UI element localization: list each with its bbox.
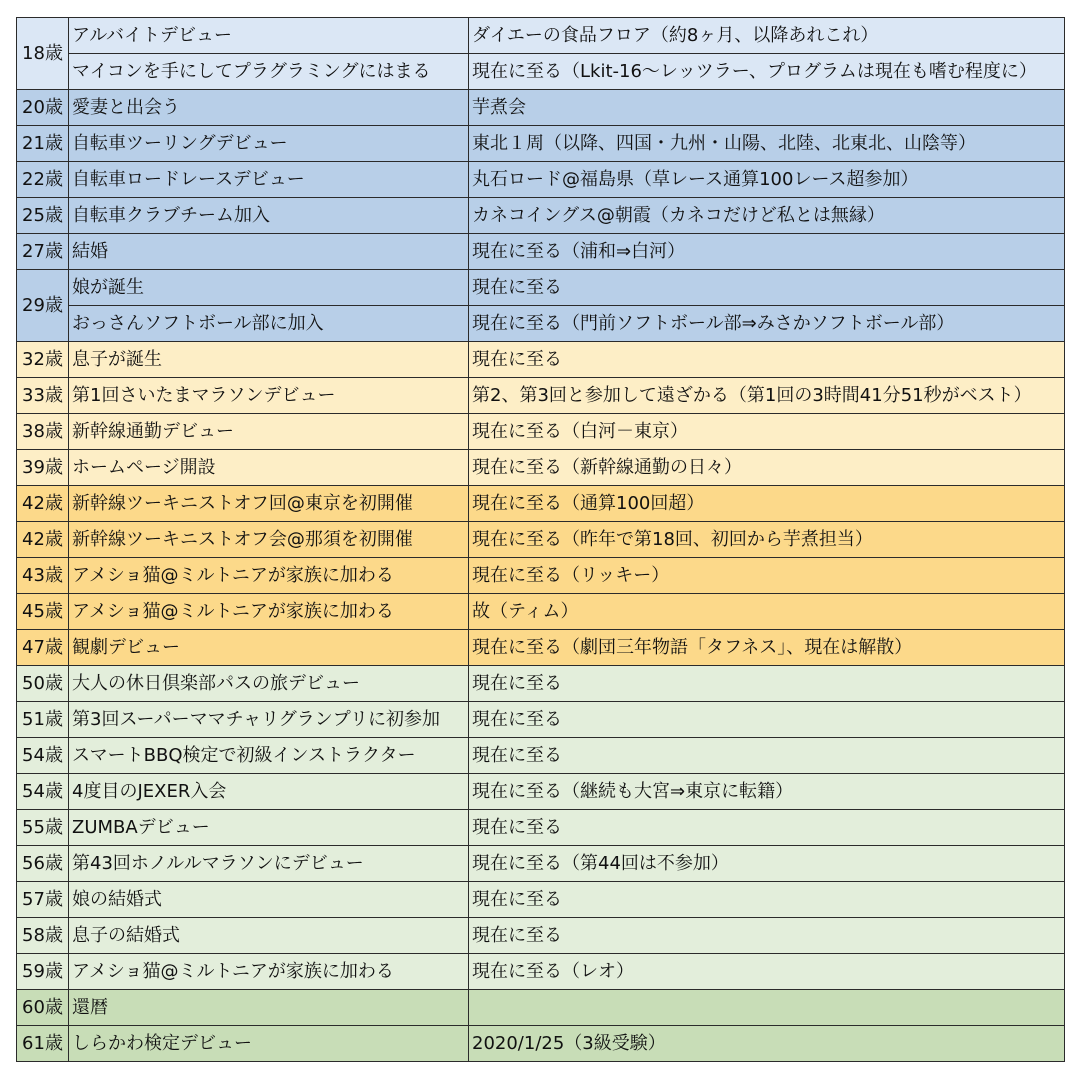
- event-cell: 還暦: [69, 990, 469, 1026]
- event-cell: マイコンを手にしてプラグラミングにはまる: [69, 54, 469, 90]
- event-cell: スマートBBQ検定で初級インストラクター: [69, 738, 469, 774]
- timeline-row: [17, 18, 1065, 54]
- note-cell: 現在に至る（昨年で第18回、初回から芋煮担当）: [469, 522, 1065, 558]
- timeline-body: [17, 18, 1065, 1062]
- event-cell: 自転車ツーリングデビュー: [69, 126, 469, 162]
- age-cell: 27歳: [17, 234, 69, 270]
- event-cell: 結婚: [69, 234, 469, 270]
- event-cell: 第43回ホノルルマラソンにデビュー: [69, 846, 469, 882]
- note-cell: 現在に至る（新幹線通勤の日々）: [469, 450, 1065, 486]
- age-cell: 29歳: [17, 270, 69, 342]
- age-cell: 32歳: [17, 342, 69, 378]
- age-cell: 21歳: [17, 126, 69, 162]
- event-cell: アメショ猫@ミルトニアが家族に加わる: [69, 594, 469, 630]
- timeline-row: [17, 306, 1065, 342]
- note-cell: 現在に至る（門前ソフトボール部⇒みさかソフトボール部）: [469, 306, 1065, 342]
- note-cell: ダイエーの食品フロア（約8ヶ月、以降あれこれ）: [469, 18, 1065, 54]
- timeline-row: [17, 234, 1065, 270]
- age-cell: 47歳: [17, 630, 69, 666]
- note-cell: カネコイングス@朝霞（カネコだけど私とは無縁）: [469, 198, 1065, 234]
- note-cell: 現在に至る: [469, 666, 1065, 702]
- timeline-row: [17, 486, 1065, 522]
- event-cell: アルバイトデビュー: [69, 18, 469, 54]
- event-cell: おっさんソフトボール部に加入: [69, 306, 469, 342]
- note-cell: 丸石ロード@福島県（草レース通算100レース超参加）: [469, 162, 1065, 198]
- note-cell: 現在に至る: [469, 738, 1065, 774]
- timeline-row: [17, 954, 1065, 990]
- event-cell: 自転車ロードレースデビュー: [69, 162, 469, 198]
- life-timeline-table: [16, 17, 1065, 1062]
- timeline-row: [17, 702, 1065, 738]
- event-cell: 自転車クラブチーム加入: [69, 198, 469, 234]
- timeline-row: [17, 558, 1065, 594]
- timeline-row: [17, 1026, 1065, 1062]
- age-cell: 38歳: [17, 414, 69, 450]
- timeline-row: [17, 990, 1065, 1026]
- age-cell: 50歳: [17, 666, 69, 702]
- age-cell: 20歳: [17, 90, 69, 126]
- note-cell: 現在に至る: [469, 270, 1065, 306]
- timeline-row: [17, 846, 1065, 882]
- note-cell: 東北１周（以降、四国・九州・山陽、北陸、北東北、山陰等）: [469, 126, 1065, 162]
- age-cell: 56歳: [17, 846, 69, 882]
- event-cell: 第1回さいたまマラソンデビュー: [69, 378, 469, 414]
- timeline-row: [17, 522, 1065, 558]
- event-cell: 新幹線ツーキニストオフ会@那須を初開催: [69, 522, 469, 558]
- timeline-row: [17, 666, 1065, 702]
- timeline-row: [17, 594, 1065, 630]
- timeline-row: [17, 378, 1065, 414]
- event-cell: 愛妻と出会う: [69, 90, 469, 126]
- age-cell: 61歳: [17, 1026, 69, 1062]
- note-cell: 現在に至る（劇団三年物語「タフネス」、現在は解散）: [469, 630, 1065, 666]
- event-cell: 大人の休日倶楽部パスの旅デビュー: [69, 666, 469, 702]
- event-cell: 新幹線ツーキニストオフ回@東京を初開催: [69, 486, 469, 522]
- event-cell: アメショ猫@ミルトニアが家族に加わる: [69, 954, 469, 990]
- age-cell: 33歳: [17, 378, 69, 414]
- timeline-row: [17, 198, 1065, 234]
- note-cell: 故（ティム）: [469, 594, 1065, 630]
- note-cell: 現在に至る: [469, 810, 1065, 846]
- event-cell: アメショ猫@ミルトニアが家族に加わる: [69, 558, 469, 594]
- age-cell: 39歳: [17, 450, 69, 486]
- note-cell: 現在に至る（通算100回超）: [469, 486, 1065, 522]
- timeline-row: [17, 810, 1065, 846]
- age-cell: 59歳: [17, 954, 69, 990]
- timeline-row: [17, 90, 1065, 126]
- note-cell: 現在に至る（第44回は不参加）: [469, 846, 1065, 882]
- timeline-row: [17, 882, 1065, 918]
- timeline-row: [17, 630, 1065, 666]
- age-cell: 57歳: [17, 882, 69, 918]
- note-cell: 現在に至る: [469, 918, 1065, 954]
- note-cell: 第2、第3回と参加して遠ざかる（第1回の3時間41分51秒がベスト）: [469, 378, 1065, 414]
- age-cell: 55歳: [17, 810, 69, 846]
- event-cell: ホームページ開設: [69, 450, 469, 486]
- event-cell: 息子が誕生: [69, 342, 469, 378]
- note-cell: 現在に至る（Lkit-16～レッツラー、プログラムは現在も嗜む程度に）: [469, 54, 1065, 90]
- note-cell: 現在に至る（レオ）: [469, 954, 1065, 990]
- age-cell: 42歳: [17, 486, 69, 522]
- age-cell: 43歳: [17, 558, 69, 594]
- age-cell: 45歳: [17, 594, 69, 630]
- age-cell: 58歳: [17, 918, 69, 954]
- timeline-row: [17, 738, 1065, 774]
- note-cell: [469, 990, 1065, 1026]
- note-cell: 現在に至る（継続も大宮⇒東京に転籍）: [469, 774, 1065, 810]
- event-cell: 新幹線通勤デビュー: [69, 414, 469, 450]
- event-cell: 娘が誕生: [69, 270, 469, 306]
- event-cell: 4度目のJEXER入会: [69, 774, 469, 810]
- timeline-row: [17, 162, 1065, 198]
- age-cell: 51歳: [17, 702, 69, 738]
- event-cell: ZUMBAデビュー: [69, 810, 469, 846]
- note-cell: 現在に至る（リッキー）: [469, 558, 1065, 594]
- timeline-row: [17, 342, 1065, 378]
- age-cell: 42歳: [17, 522, 69, 558]
- age-cell: 54歳: [17, 774, 69, 810]
- note-cell: 2020/1/25（3級受験）: [469, 1026, 1065, 1062]
- note-cell: 現在に至る: [469, 342, 1065, 378]
- note-cell: 現在に至る: [469, 702, 1065, 738]
- timeline-row: [17, 918, 1065, 954]
- age-cell: 25歳: [17, 198, 69, 234]
- age-cell: 18歳: [17, 18, 69, 90]
- note-cell: 現在に至る: [469, 882, 1065, 918]
- timeline-row: [17, 414, 1065, 450]
- age-cell: 54歳: [17, 738, 69, 774]
- age-cell: 60歳: [17, 990, 69, 1026]
- event-cell: 観劇デビュー: [69, 630, 469, 666]
- event-cell: 息子の結婚式: [69, 918, 469, 954]
- event-cell: 娘の結婚式: [69, 882, 469, 918]
- timeline-row: [17, 270, 1065, 306]
- event-cell: しらかわ検定デビュー: [69, 1026, 469, 1062]
- age-cell: 22歳: [17, 162, 69, 198]
- note-cell: 芋煮会: [469, 90, 1065, 126]
- timeline-row: [17, 126, 1065, 162]
- note-cell: 現在に至る（白河－東京）: [469, 414, 1065, 450]
- note-cell: 現在に至る（浦和⇒白河）: [469, 234, 1065, 270]
- timeline-row: [17, 774, 1065, 810]
- timeline-row: [17, 54, 1065, 90]
- event-cell: 第3回スーパーママチャリグランプリに初参加: [69, 702, 469, 738]
- timeline-row: [17, 450, 1065, 486]
